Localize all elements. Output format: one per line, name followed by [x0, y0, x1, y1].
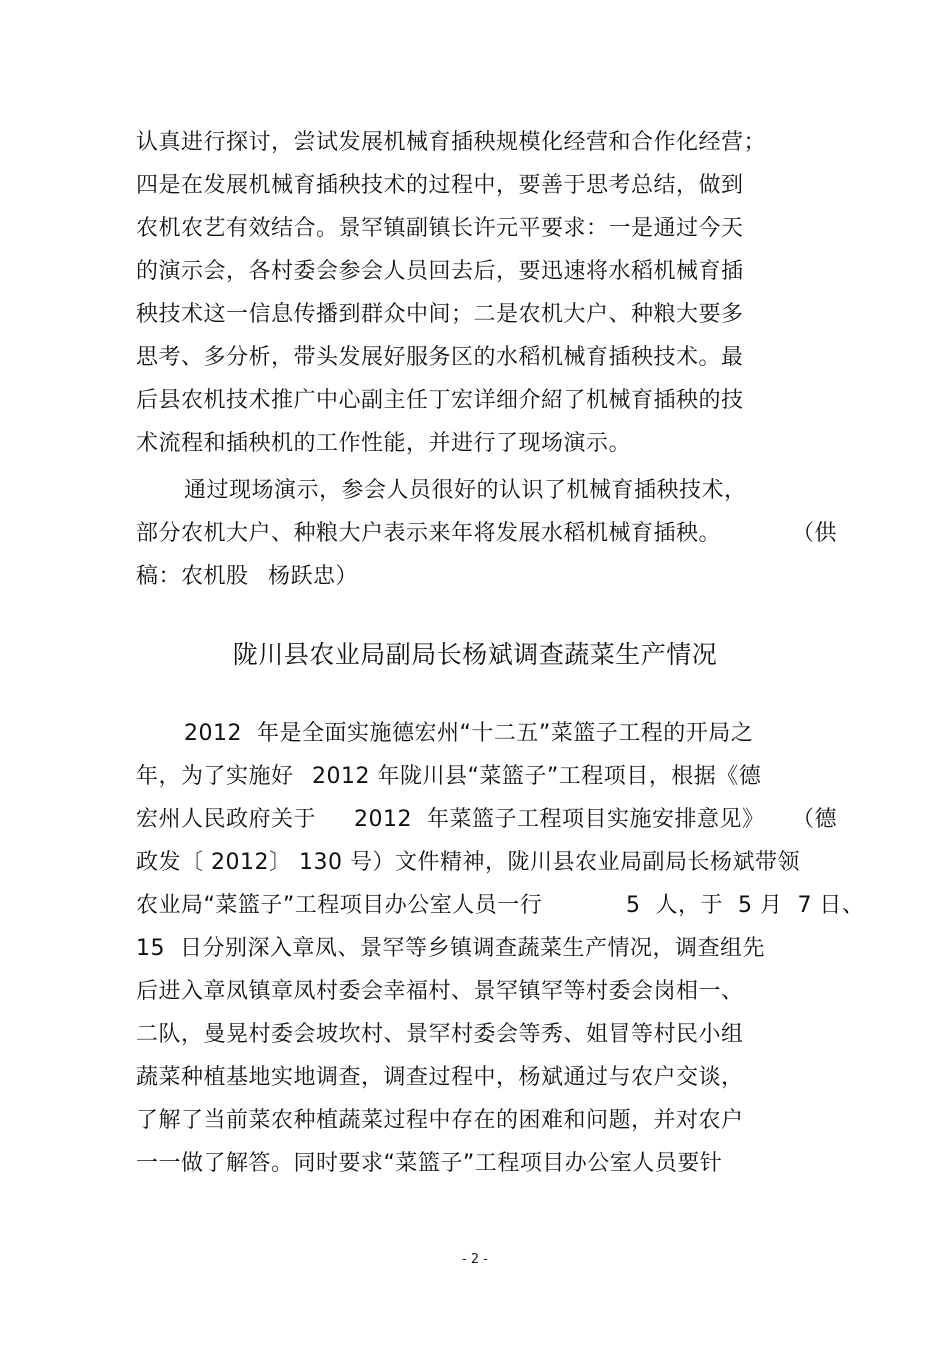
text-line: 年，为了实施好: [136, 764, 294, 789]
text-line: 后县农机技术推广中心副主任丁宏详细介紹了机械育插秧的技: [136, 388, 744, 413]
text-line: 政发〔 2012〕 130 号）文件精神，陇川县农业局副局长杨斌带领: [136, 850, 800, 875]
text-line: 一一做了解答。同时要求“菜篮子”工程项目办公室人员要针: [136, 1151, 723, 1176]
text-line: 部分农机大户、种粮大户表示来年将发展水稻机械育插秧。: [136, 521, 722, 546]
article-title: 陇川县农业局副局长杨斌调查蔬菜生产情况: [232, 640, 718, 669]
text-line: 二队，曼晃村委会坡坎村、景罕村委会等秀、姐冒等村民小组: [136, 1022, 744, 1047]
text-line: 了解了当前菜农种植蔬菜过程中存在的困难和问题，并对农户: [136, 1108, 744, 1133]
credit-line: 稿：农机股: [136, 564, 249, 589]
text-line: 农业局“菜篮子”工程项目办公室人员一行: [136, 893, 543, 918]
text-line: （供: [792, 521, 838, 546]
text-line: 15 日分别深入章凤、景罕等乡镇调查蔬菜生产情况，调查组先: [136, 936, 765, 961]
text-line: 思考、多分析，带头发展好服务区的水稻机械育插秧技术。最: [136, 345, 744, 370]
text-line: 2012 年菜篮子工程项目实施安排意见》: [354, 807, 765, 832]
text-line: 蔬菜种植基地实地调查，调查过程中，杨斌通过与农户交谈，: [136, 1065, 744, 1090]
text-line: 认真进行探讨，尝试发展机械育插秧规模化经营和合作化经营；: [136, 130, 767, 155]
text-line: 秧技术这一信息传播到群众中间；二是农机大户、种粮大要多: [136, 302, 744, 327]
credit-author: 杨跃忠）: [268, 564, 359, 589]
text-line: 农机农艺有效结合。景罕镇副镇长许元平要求：一是通过今天: [136, 216, 744, 241]
text-line: 四是在发展机械育插秧技术的过程中，要善于思考总结，做到: [136, 173, 744, 198]
text-line: 术流程和插秧机的工作性能，并进行了现场演示。: [136, 431, 632, 456]
text-line: 宏州人民政府关于: [136, 807, 317, 832]
text-line: 的演示会，各村委会参会人员回去后，要迅速将水稻机械育插: [136, 259, 744, 284]
text-line: 5 人，于 5 月 7 日、: [626, 893, 865, 918]
text-line: 通过现场演示，参会人员很好的认识了机械育插秧技术，: [184, 478, 747, 503]
page-number: - 2 -: [462, 1252, 488, 1267]
text-line: 2012 年陇川县“菜篮子”工程项目，根据《德: [312, 764, 762, 789]
text-line: 后进入章凤镇章凤村委会幸福村、景罕镇罕等村委会岗相一、: [136, 979, 744, 1004]
text-line: （德: [792, 807, 838, 832]
text-line: 2012 年是全面实施德宏州“十二五”菜篮子工程的开局之: [184, 721, 754, 746]
